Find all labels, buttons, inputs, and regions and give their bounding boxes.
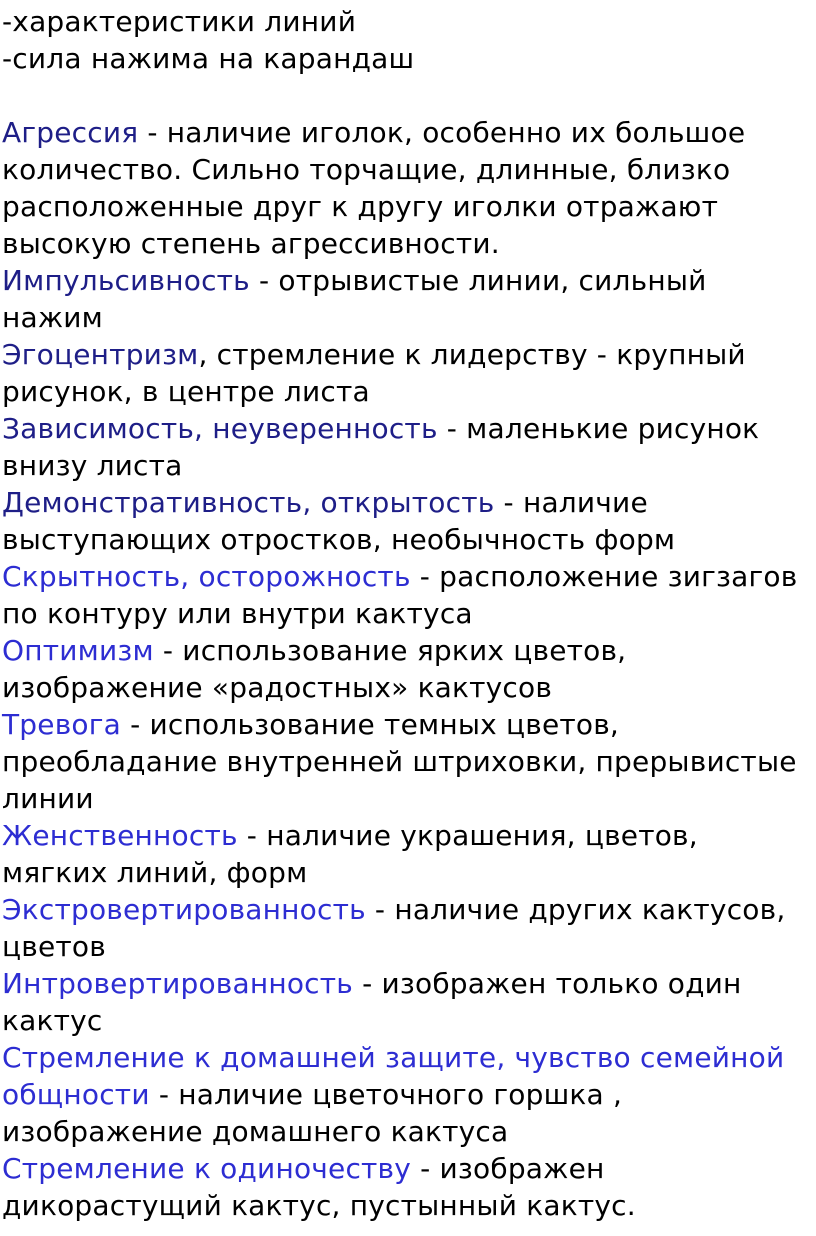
text-line xyxy=(2,632,816,669)
text-line xyxy=(2,1002,816,1039)
body-text: - отрывистые линии, сильный xyxy=(249,264,707,297)
body-text: - использование темных цветов, xyxy=(121,708,620,741)
highlighted-term: Женственность xyxy=(2,819,238,852)
text-line xyxy=(2,262,816,299)
body-text: - маленькие рисунок xyxy=(437,412,760,445)
highlighted-term: Оптимизм xyxy=(2,634,154,667)
text-line xyxy=(2,484,816,521)
text-line xyxy=(2,706,816,743)
text-line xyxy=(2,817,816,854)
document-body xyxy=(2,3,816,1224)
body-text: - наличие xyxy=(494,486,648,519)
body-text: дикорастущий кактус, пустынный кактус. xyxy=(2,1189,636,1222)
blank-line xyxy=(2,77,816,114)
highlighted-term: Интровертированность xyxy=(2,967,353,1000)
text-line xyxy=(2,3,816,40)
body-text: линии xyxy=(2,782,94,815)
text-line xyxy=(2,1187,816,1224)
body-text: -характеристики линий xyxy=(2,5,357,38)
body-text: - расположение зигзагов xyxy=(410,560,798,593)
body-text: мягких линий, форм xyxy=(2,856,308,889)
highlighted-term: Импульсивность xyxy=(2,264,250,297)
body-text: - изображен xyxy=(411,1152,605,1185)
text-line xyxy=(2,595,816,632)
body-text: - изображен только один xyxy=(353,967,742,1000)
body-text: нажим xyxy=(2,301,104,334)
body-text: изображение домашнего кактуса xyxy=(2,1115,509,1148)
body-text: , стремление к лидерству - крупный xyxy=(198,338,746,371)
body-text: количество. Сильно торчащие, длинные, близко xyxy=(2,153,731,186)
body-text: преобладание внутренней штриховки, прерывистые xyxy=(2,745,797,778)
text-line xyxy=(2,188,816,225)
highlighted-term: Тревога xyxy=(2,708,122,741)
highlighted-term: Скрытность, осторожность xyxy=(2,560,411,593)
highlighted-term: Экстровертированность xyxy=(2,893,366,926)
text-line xyxy=(2,1039,816,1076)
text-line xyxy=(2,780,816,817)
body-text: - наличие иголок, особенно их большое xyxy=(138,116,746,149)
text-line xyxy=(2,965,816,1002)
body-text: цветов xyxy=(2,930,106,963)
highlighted-term: общности xyxy=(2,1078,150,1111)
text-line xyxy=(2,928,816,965)
text-line xyxy=(2,521,816,558)
highlighted-term: Стремление к одиночеству xyxy=(2,1152,412,1185)
text-line xyxy=(2,373,816,410)
text-line xyxy=(2,743,816,780)
highlighted-term: Демонстративность, открытость xyxy=(2,486,495,519)
text-line xyxy=(2,1113,816,1150)
text-line xyxy=(2,891,816,928)
body-text: - использование ярких цветов, xyxy=(153,634,627,667)
body-text: изображение «радостных» кактусов xyxy=(2,671,553,704)
body-text: кактус xyxy=(2,1004,103,1037)
highlighted-term: Агрессия xyxy=(2,116,139,149)
body-text: по контуру или внутри кактуса xyxy=(2,597,473,630)
text-line xyxy=(2,1150,816,1187)
body-text: - наличие других кактусов, xyxy=(365,893,786,926)
body-text: - наличие украшения, цветов, xyxy=(237,819,698,852)
text-line xyxy=(2,669,816,706)
text-line xyxy=(2,410,816,447)
highlighted-term: Стремление к домашней защите, чувство семейной xyxy=(2,1041,785,1074)
highlighted-term: Зависимость, неуверенность xyxy=(2,412,438,445)
text-line xyxy=(2,558,816,595)
text-line xyxy=(2,336,816,373)
body-text: рисунок, в центре листа xyxy=(2,375,370,408)
text-line xyxy=(2,40,816,77)
text-line xyxy=(2,1076,816,1113)
text-line xyxy=(2,151,816,188)
highlighted-term: Эгоцентризм xyxy=(2,338,199,371)
text-line xyxy=(2,225,816,262)
text-line xyxy=(2,114,816,151)
text-line xyxy=(2,854,816,891)
text-line xyxy=(2,447,816,484)
body-text: расположенные друг к другу иголки отражают xyxy=(2,190,719,223)
text-line xyxy=(2,299,816,336)
body-text: - наличие цветочного горшка , xyxy=(149,1078,623,1111)
body-text: внизу листа xyxy=(2,449,183,482)
body-text: -сила нажима на карандаш xyxy=(2,42,415,75)
body-text: выступающих отростков, необычность форм xyxy=(2,523,676,556)
body-text: высокую степень агрессивности. xyxy=(2,227,500,260)
